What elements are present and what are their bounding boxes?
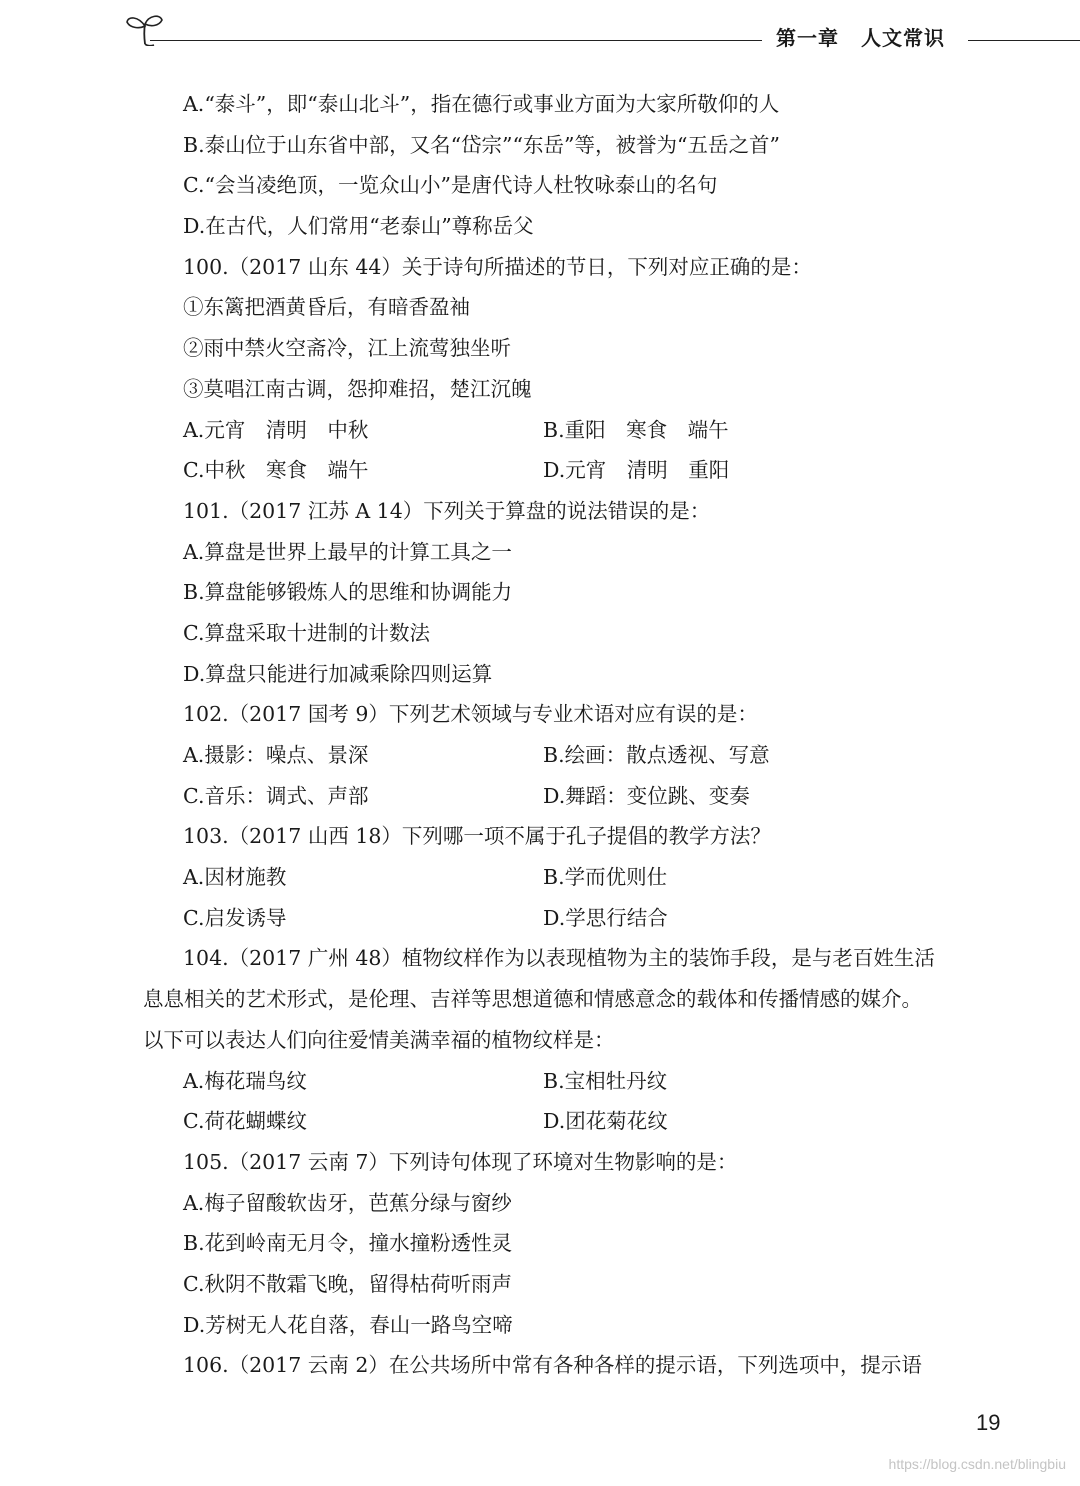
option-row (0, 898, 1080, 939)
option-line: A.“泰斗”，即“泰山北斗”，指在德行或事业方面为大家所敬仰的人 (183, 92, 780, 116)
page-body (0, 84, 1080, 1386)
option-row (0, 1101, 1080, 1142)
option-row (0, 857, 1080, 898)
header-rule-left (150, 40, 762, 41)
question-105-stem: 105.（2017 云南 7）下列诗句体现了环境对生物影响的是： (183, 1149, 738, 1174)
watermark: https://blog.csdn.net/blingbiu (888, 1456, 1066, 1472)
option-line: C.秋阴不散霜飞晚，留得枯荷听雨声 (183, 1271, 512, 1296)
page-header (0, 0, 1080, 60)
option-d: D.学思行结合 (543, 905, 668, 930)
option-b: B.宝相牡丹纹 (543, 1068, 668, 1093)
question-103-stem: 103.（2017 山西 18）下列哪一项不属于孔子提倡的教学方法？ (183, 824, 771, 849)
poem-line: ①东篱把酒黄昏后，有暗香盈袖 (183, 295, 470, 320)
question-101-stem: 101.（2017 江苏 A 14）下列关于算盘的说法错误的是： (183, 498, 711, 523)
option-d: D.舞蹈：变位跳、变奏 (543, 783, 750, 808)
option-a: A.梅花瑞鸟纹 (183, 1068, 307, 1093)
option-d: D.元宵 清明 重阳 (543, 458, 730, 483)
option-c: C.音乐：调式、声部 (183, 783, 369, 808)
option-a: A.摄影：噪点、景深 (183, 743, 369, 767)
question-106-stem: 106.（2017 云南 2）在公共场所中常有各种各样的提示语，下列选项中，提示语 (183, 1353, 922, 1378)
option-b: B.绘画：散点透视、写意 (543, 743, 770, 767)
option-line: C.算盘采取十进制的计数法 (183, 620, 430, 645)
header-rule-right (968, 40, 1080, 41)
option-line: B.泰山位于山东省中部，又名“岱宗”“东岳”等，被誉为“五岳之首” (183, 132, 780, 157)
option-b: B.学而优则仕 (543, 865, 668, 890)
option-line: B.算盘能够锻炼人的思维和协调能力 (183, 580, 513, 605)
option-row (0, 776, 1080, 817)
option-c: C.荷花蝴蝶纹 (183, 1109, 307, 1134)
option-line: D.算盘只能进行加减乘除四则运算 (183, 661, 493, 686)
chapter-number: 第一章 (776, 26, 839, 50)
option-line: A.梅子留酸软齿牙，芭蕉分绿与窗纱 (183, 1190, 512, 1215)
option-row (0, 410, 1080, 451)
chapter-title: 人文常识 (861, 26, 945, 50)
poem-line: ②雨中禁火空斋冷，江上流莺独坐听 (183, 336, 511, 361)
question-100-stem: 100.（2017 山东 44）关于诗句所描述的节日，下列对应正确的是： (183, 254, 812, 279)
question-104-stem-cont: 以下可以表达人们向往爱情美满幸福的植物纹样是： (143, 1027, 615, 1052)
option-line: C.“会当凌绝顶，一览众山小”是唐代诗人杜牧咏泰山的名句 (183, 173, 718, 198)
option-line: A.算盘是世界上最早的计算工具之一 (183, 539, 512, 564)
option-b: B.重阳 寒食 端午 (543, 417, 729, 442)
question-104-stem-cont: 息息相关的艺术形式，是伦理、吉祥等思想道德和情感意念的载体和传播情感的媒介。 (143, 987, 922, 1012)
option-d: D.团花菊花纹 (543, 1109, 668, 1134)
option-line: D.芳树无人花自落，春山一路鸟空啼 (183, 1312, 513, 1337)
option-row (0, 450, 1080, 491)
question-104-stem: 104.（2017 广州 48）植物纹样作为以表现植物为主的装饰手段，是与老百姓生活 (183, 946, 935, 971)
option-line: D.在古代，人们常用“老泰山”尊称岳父 (183, 214, 534, 239)
option-row (0, 735, 1080, 776)
chapter-heading (776, 22, 967, 51)
option-c: C.启发诱导 (183, 905, 287, 930)
option-a: A.因材施教 (183, 865, 287, 890)
poem-line: ③莫唱江南古调，怨抑难招，楚江沉魄 (183, 376, 532, 401)
page-number: 19 (976, 1410, 1001, 1435)
option-row (0, 1061, 1080, 1102)
option-a: A.元宵 清明 中秋 (183, 417, 369, 442)
question-102-stem: 102.（2017 国考 9）下列艺术领域与专业术语对应有误的是： (183, 702, 758, 727)
option-line: B.花到岭南无月令，撞水撞粉透性灵 (183, 1231, 513, 1256)
option-c: C.中秋 寒食 端午 (183, 458, 369, 483)
